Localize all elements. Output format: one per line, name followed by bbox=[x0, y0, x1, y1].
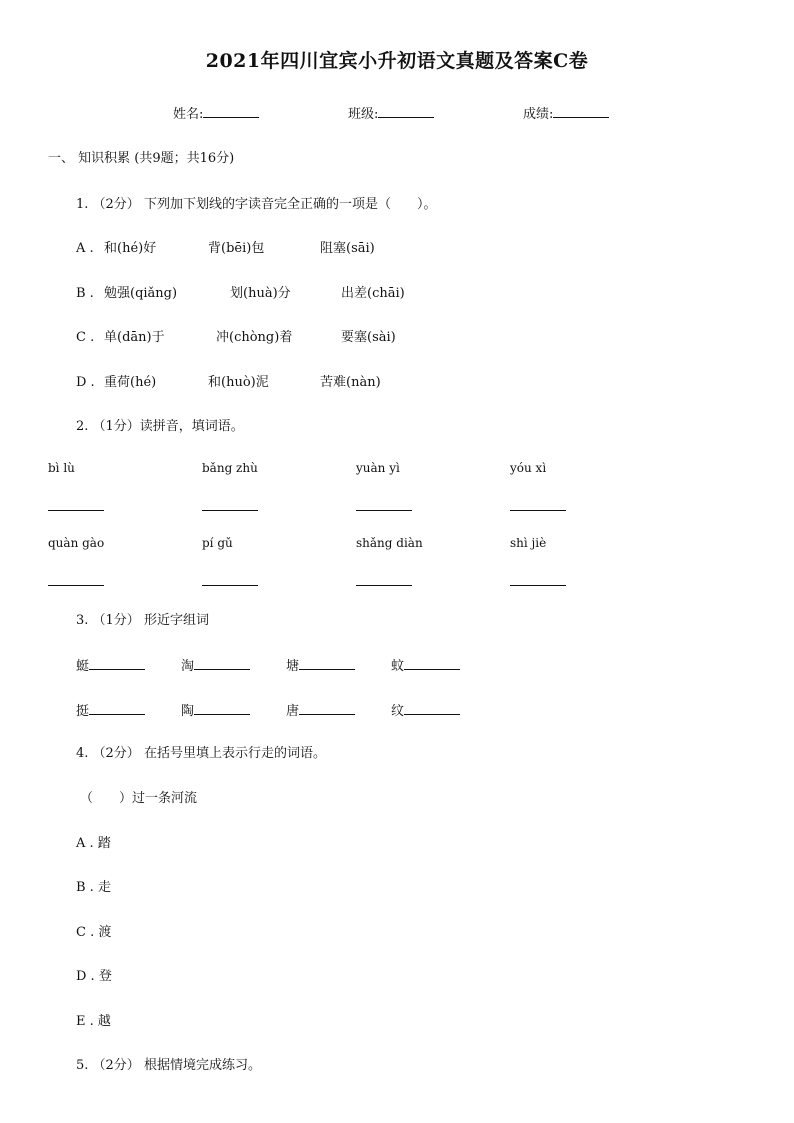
q1-option-c-item-1: 单(dān)于 bbox=[104, 330, 165, 345]
q4-option-b-letter: B . bbox=[76, 880, 94, 895]
q4-option-e-text: 越 bbox=[97, 1014, 111, 1029]
q1-option-b-item-2: 划(huà)分 bbox=[230, 286, 291, 301]
q2-answer-blank-4[interactable] bbox=[510, 510, 566, 511]
q3-blank-2[interactable] bbox=[194, 657, 250, 670]
q1-option-d-item-2: 和(huò)泥 bbox=[208, 375, 269, 390]
q2-pinyin-7: shǎng diàn bbox=[356, 536, 423, 550]
q1-option-a-item-3: 阻塞(sāi) bbox=[320, 241, 375, 256]
q4-option-c[interactable] bbox=[76, 925, 111, 941]
q3-blank-5[interactable] bbox=[89, 702, 145, 715]
q4-option-d-text: 登 bbox=[98, 969, 112, 984]
q1-option-b-item-3: 出差(chāi) bbox=[341, 286, 405, 301]
q1-option-b-item-1: 勉强(qiǎng) bbox=[104, 286, 178, 301]
q3-blank-4[interactable] bbox=[404, 657, 460, 670]
q3-char-2: 淘 bbox=[181, 659, 195, 674]
q2-answer-blank-5[interactable] bbox=[48, 585, 104, 586]
q2-pinyin-8: shì jiè bbox=[510, 536, 547, 550]
q1-option-a-item-2: 背(bēi)包 bbox=[208, 241, 265, 256]
page-title: 2021年四川宜宾小升初语文真题及答案C卷 bbox=[205, 50, 589, 72]
q1-option-a-letter[interactable]: A . bbox=[76, 241, 94, 256]
q3-item-2 bbox=[181, 657, 250, 675]
q4-option-a-text: 踏 bbox=[97, 836, 111, 851]
q4-prompt: （ ）过一条河流 bbox=[80, 791, 198, 806]
q3-item-4 bbox=[391, 657, 460, 675]
q2-pinyin-6: pí gǔ bbox=[202, 536, 233, 550]
q3-item-1 bbox=[76, 657, 145, 675]
q3-item-6 bbox=[181, 702, 250, 720]
section-heading: 一、 知识积累 (共9题；共16分) bbox=[48, 151, 235, 166]
q2-answer-blank-7[interactable] bbox=[356, 585, 412, 586]
q3-char-1: 蜓 bbox=[76, 659, 90, 674]
question-3-stem: 3. （1分） 形近字组词 bbox=[76, 613, 209, 628]
q2-answer-blank-3[interactable] bbox=[356, 510, 412, 511]
q4-option-a-letter: A . bbox=[76, 836, 94, 851]
score-blank[interactable] bbox=[553, 105, 609, 118]
q4-option-d-letter: D . bbox=[76, 969, 95, 984]
q3-blank-8[interactable] bbox=[404, 702, 460, 715]
question-5-stem: 5. （2分） 根据情境完成练习。 bbox=[76, 1058, 261, 1073]
q2-answer-blank-8[interactable] bbox=[510, 585, 566, 586]
score-label: 成绩: bbox=[523, 107, 554, 122]
name-label: 姓名: bbox=[173, 107, 204, 122]
q3-char-3: 塘 bbox=[286, 659, 300, 674]
q1-option-d-item-3: 苦难(nàn) bbox=[320, 375, 381, 390]
q2-pinyin-5: quàn gào bbox=[48, 536, 105, 550]
name-field bbox=[173, 105, 259, 123]
q2-answer-blank-6[interactable] bbox=[202, 585, 258, 586]
q3-blank-1[interactable] bbox=[89, 657, 145, 670]
q2-answer-blank-2[interactable] bbox=[202, 510, 258, 511]
q4-option-a[interactable] bbox=[76, 836, 111, 852]
question-2-stem: 2. （1分）读拼音，填词语。 bbox=[76, 419, 244, 434]
q3-blank-7[interactable] bbox=[299, 702, 355, 715]
q2-pinyin-3: yuàn yì bbox=[356, 461, 400, 475]
q3-char-7: 唐 bbox=[286, 704, 300, 719]
q2-pinyin-4: yóu xì bbox=[510, 461, 547, 475]
q3-char-4: 蚊 bbox=[391, 659, 405, 674]
score-field bbox=[523, 105, 609, 123]
q1-option-c-item-3: 要塞(sài) bbox=[341, 330, 396, 345]
q1-option-c-letter[interactable]: C . bbox=[76, 330, 95, 345]
q1-option-c-item-2: 冲(chòng)着 bbox=[216, 330, 293, 345]
class-blank[interactable] bbox=[378, 105, 434, 118]
name-blank[interactable] bbox=[203, 105, 259, 118]
q4-option-e[interactable] bbox=[76, 1014, 111, 1030]
q1-option-a-item-1: 和(hé)好 bbox=[104, 241, 157, 256]
question-4-stem: 4. （2分） 在括号里填上表示行走的词语。 bbox=[76, 746, 326, 761]
q3-blank-3[interactable] bbox=[299, 657, 355, 670]
q4-option-c-letter: C . bbox=[76, 925, 95, 940]
q2-pinyin-2: bǎng zhù bbox=[202, 461, 258, 475]
q3-char-5: 挺 bbox=[76, 704, 90, 719]
q3-item-7 bbox=[286, 702, 355, 720]
question-1-stem: 1. （2分） 下列加下划线的字读音完全正确的一项是（ ）。 bbox=[76, 197, 437, 212]
q4-option-b-text: 走 bbox=[97, 880, 111, 895]
q2-pinyin-1: bì lù bbox=[48, 461, 75, 475]
q4-option-b[interactable] bbox=[76, 880, 111, 896]
q3-char-8: 纹 bbox=[391, 704, 405, 719]
q3-item-8 bbox=[391, 702, 460, 720]
class-label: 班级: bbox=[348, 107, 379, 122]
q4-option-d[interactable] bbox=[76, 969, 112, 985]
class-field bbox=[348, 105, 434, 123]
q2-answer-blank-1[interactable] bbox=[48, 510, 104, 511]
q3-item-5 bbox=[76, 702, 145, 720]
q1-option-b-letter[interactable]: B . bbox=[76, 286, 94, 301]
q1-option-d-item-1: 重荷(hé) bbox=[104, 375, 157, 390]
q4-option-e-letter: E . bbox=[76, 1014, 94, 1029]
q4-option-c-text: 渡 bbox=[98, 925, 112, 940]
q3-blank-6[interactable] bbox=[194, 702, 250, 715]
q3-char-6: 陶 bbox=[181, 704, 195, 719]
q1-option-d-letter[interactable]: D . bbox=[76, 375, 95, 390]
q3-item-3 bbox=[286, 657, 355, 675]
